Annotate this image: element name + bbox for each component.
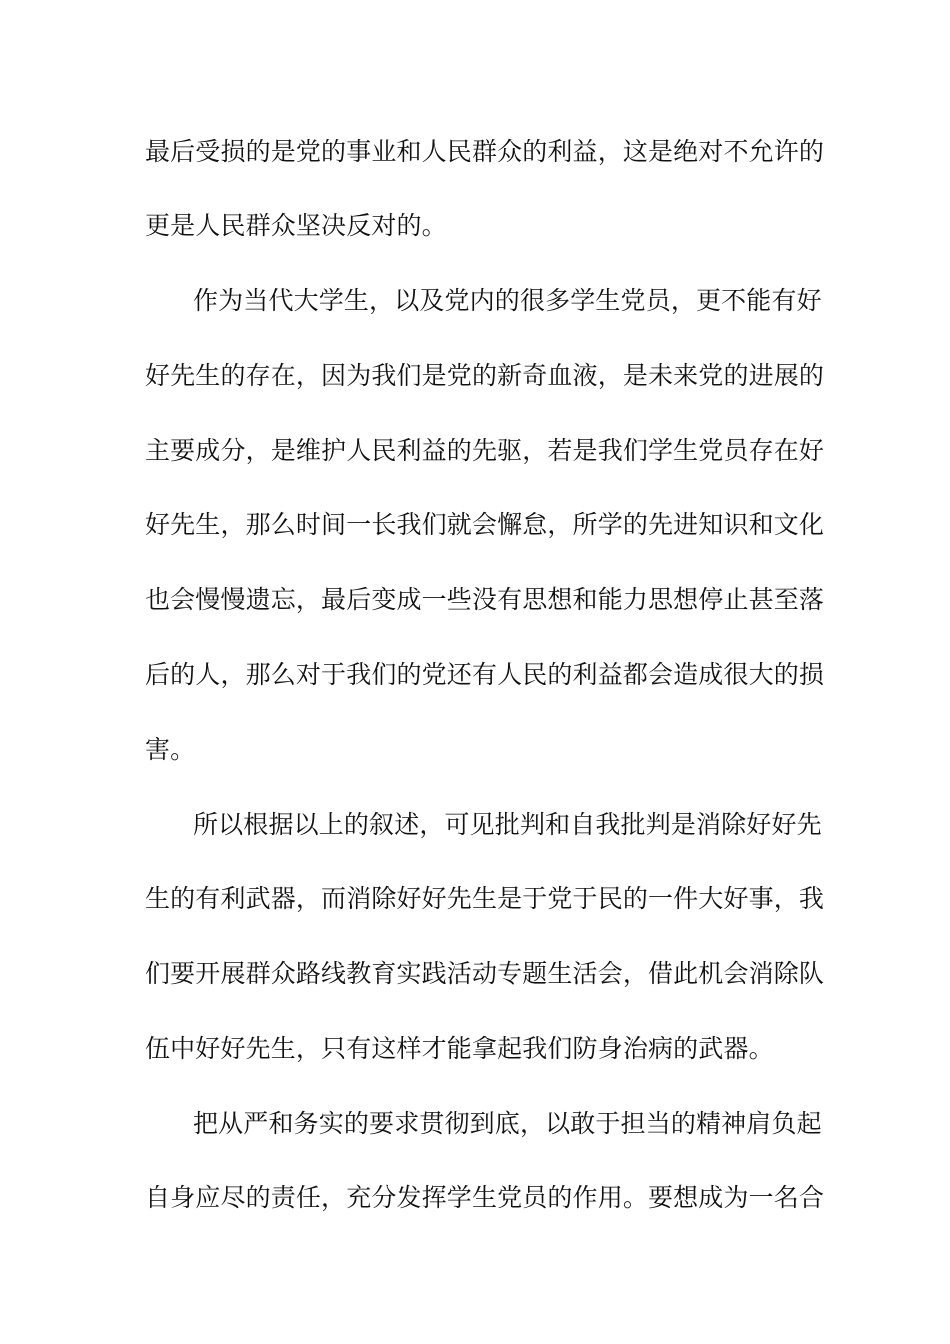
paragraph-first-line: 所以根据以上的叙述，可见批判和自我批判是消除好好先 <box>193 810 822 839</box>
paragraph-first-line: 作为当代大学生，以及党内的很多学生党员，更不能有好 <box>193 286 822 315</box>
text-line: 最后受损的是党的事业和人民群众的利益，这是绝对不允许的 <box>145 137 825 166</box>
text-line: 生的有利武器，而消除好好先生是于党于民的一件大好事，我 <box>145 884 825 913</box>
text-line: 更是人民群众坚决反对的。 <box>145 211 447 240</box>
text-line: 们要开展群众路线教育实践活动专题生活会，借此机会消除队 <box>145 959 825 988</box>
text-line: 也会慢慢遗忘，最后变成一些没有思想和能力思想停止甚至落 <box>145 585 825 614</box>
text-line: 自身应尽的责任，充分发挥学生党员的作用。要想成为一名合 <box>145 1183 825 1212</box>
text-line: 后的人，那么对于我们的党还有人民的利益都会造成很大的损 <box>145 660 825 689</box>
text-line: 害。 <box>145 735 196 764</box>
text-line: 好先生的存在，因为我们是党的新奇血液，是未来党的进展的 <box>145 361 825 390</box>
paragraph-first-line: 把从严和务实的要求贯彻到底，以敢于担当的精神肩负起 <box>193 1109 822 1138</box>
text-line: 伍中好好先生，只有这样才能拿起我们防身治病的武器。 <box>145 1034 774 1063</box>
text-line: 主要成分，是维护人民利益的先驱，若是我们学生党员存在好 <box>145 436 825 465</box>
text-line: 好先生，那么时间一长我们就会懈怠，所学的先进知识和文化 <box>145 510 825 539</box>
